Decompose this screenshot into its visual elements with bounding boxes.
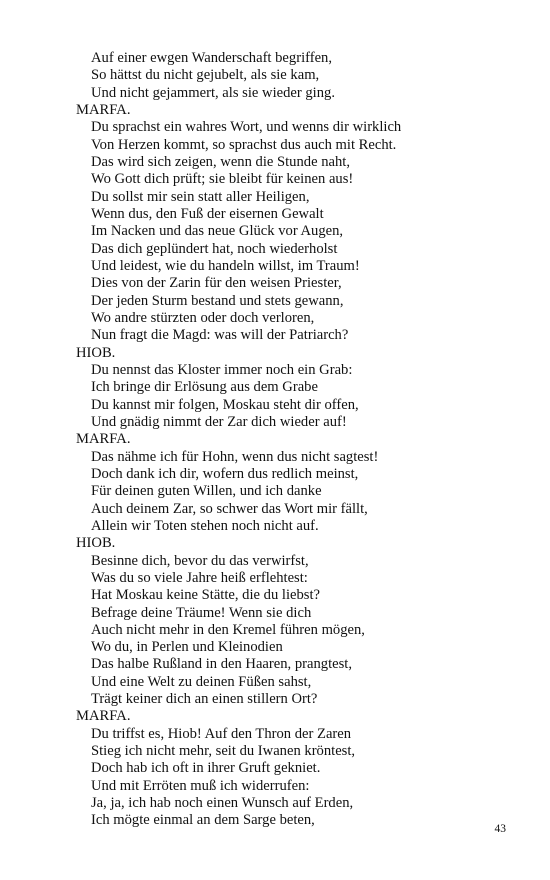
speaker-name: MARFA.: [76, 431, 131, 448]
verse-line: Das dich geplündert hat, noch wiederholst: [91, 240, 338, 257]
verse-line: So hättst du nicht gejubelt, als sie kam,: [91, 67, 320, 84]
speaker-name: HIOB.: [76, 344, 116, 361]
verse-line: Und leidest, wie du handeln willst, im Traum!: [91, 257, 360, 274]
page-number: 43: [494, 823, 506, 835]
verse-line: Doch dank ich dir, wofern dus redlich meinst,: [91, 465, 359, 482]
verse-line: Nun fragt die Magd: was will der Patriarch?: [91, 327, 349, 344]
verse-line: Und nicht gejammert, als sie wieder ging.: [91, 84, 335, 101]
verse-line: Stieg ich nicht mehr, seit du Iwanen kröntest,: [91, 743, 356, 760]
speaker-name: MARFA.: [76, 101, 131, 118]
verse-line: Auch deinem Zar, so schwer das Wort mir fällt,: [91, 500, 368, 517]
verse-line: Für deinen guten Willen, und ich danke: [91, 483, 322, 500]
verse-line: Und eine Welt zu deinen Füßen sahst,: [91, 673, 312, 690]
verse-line: Doch hab ich oft in ihrer Gruft gekniet.: [91, 760, 321, 777]
verse-line: Was du so viele Jahre heiß erflehtest:: [91, 569, 308, 586]
verse-line: Und mit Erröten muß ich widerrufen:: [91, 777, 310, 794]
verse-line: Ich mögte einmal an dem Sarge beten,: [91, 812, 315, 829]
verse-line: Das wird sich zeigen, wenn die Stunde naht,: [91, 153, 350, 170]
verse-line: Wo Gott dich prüft; sie bleibt für keinen aus!: [91, 171, 354, 188]
verse-line: Allein wir Toten stehen noch nicht auf.: [91, 517, 319, 534]
verse-line: Du kannst mir folgen, Moskau steht dir offen,: [91, 396, 359, 413]
drama-text: [76, 50, 516, 830]
verse-line: Du sprachst ein wahres Wort, und wenns dir wirklich: [91, 119, 402, 136]
verse-line: Wo andre stürzten oder doch verloren,: [91, 309, 315, 326]
verse-line: Du triffst es, Hiob! Auf den Thron der Zaren: [91, 725, 352, 742]
verse-line: Ja, ja, ich hab noch einen Wunsch auf Erden,: [91, 795, 354, 812]
verse-line: Dies von der Zarin für den weisen Priester,: [91, 275, 342, 292]
verse-line: Auch nicht mehr in den Kremel führen mögen,: [91, 621, 365, 638]
verse-line: Wo du, in Perlen und Kleinodien: [91, 639, 283, 656]
verse-line: Besinne dich, bevor du das verwirfst,: [91, 552, 309, 569]
verse-line: Ich bringe dir Erlösung aus dem Grabe: [91, 379, 318, 396]
verse-line: Das nähme ich für Hohn, wenn dus nicht sagtest!: [91, 448, 379, 465]
verse-line: Du sollst mir sein statt aller Heiligen,: [91, 188, 310, 205]
verse-line: Von Herzen kommt, so sprachst dus auch mit Recht.: [91, 136, 397, 153]
verse-line: Hat Moskau keine Stätte, die du liebst?: [91, 587, 320, 604]
verse-line: Befrage deine Träume! Wenn sie dich: [91, 604, 312, 621]
verse-line: Auf einer ewgen Wanderschaft begriffen,: [91, 50, 333, 66]
verse-line: Der jeden Sturm bestand und stets gewann,: [91, 292, 344, 309]
verse-line: Wenn dus, den Fuß der eisernen Gewalt: [91, 205, 324, 222]
speaker-name: HIOB.: [76, 535, 116, 552]
verse-line: Das halbe Rußland in den Haaren, prangtest,: [91, 656, 352, 673]
verse-line: Trägt keiner dich an einen stillern Ort?: [91, 691, 318, 708]
speaker-name: MARFA.: [76, 708, 131, 725]
verse-line: Du nennst das Kloster immer noch ein Grab:: [91, 361, 353, 378]
verse-line: Und gnädig nimmt der Zar dich wieder auf!: [91, 413, 347, 430]
verse-line: Im Nacken und das neue Glück vor Augen,: [91, 223, 344, 240]
